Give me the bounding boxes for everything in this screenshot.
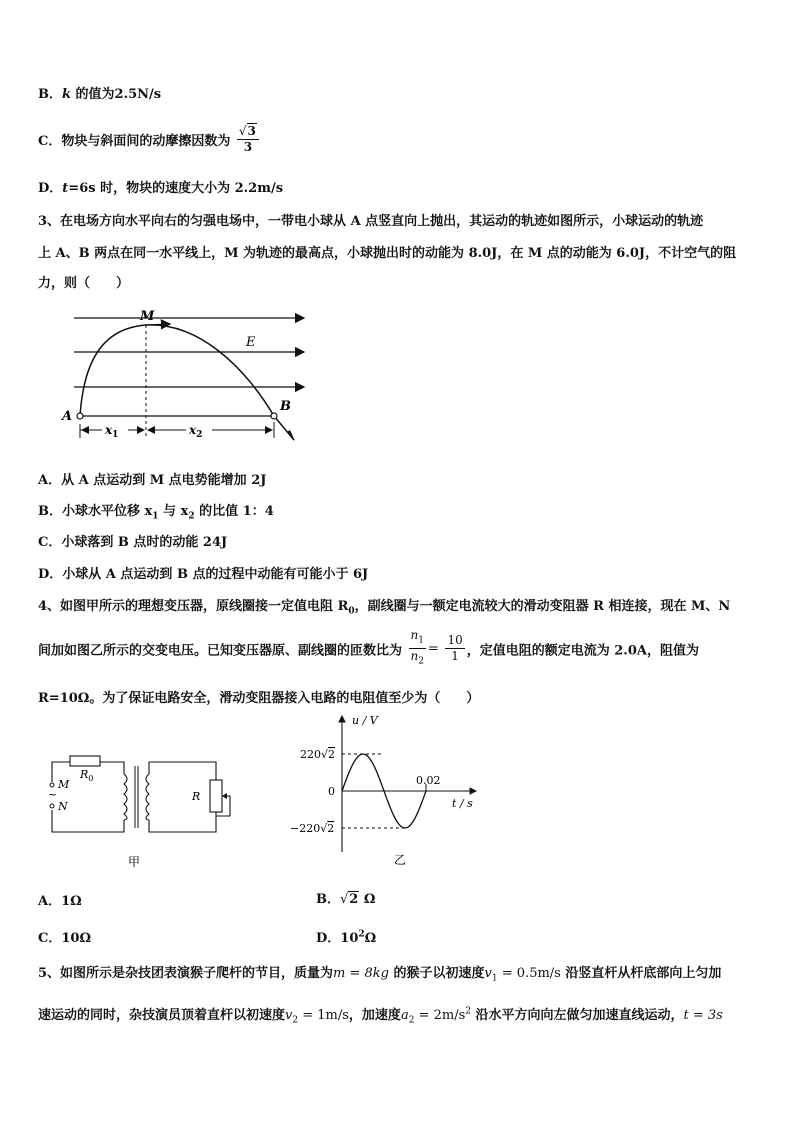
- secondary-coil: [146, 774, 149, 820]
- resistor-r0: [70, 756, 100, 766]
- label-period: 0.02: [416, 774, 441, 787]
- rheostat-r: [210, 780, 222, 812]
- q3-stem-line2: 上 A、B 两点在同一水平线上，M 为轨迹的最高点，小球抛出时的动能为 8.0J，在 M 点的动能为 6.0J，不计空气的阻: [38, 246, 737, 261]
- label-e: E: [246, 335, 256, 350]
- caption-jia: 甲: [128, 855, 141, 869]
- q3-option-b: B．小球水平位移 $x_1$ 与 $x_2$ 的比值 1：4: [38, 504, 274, 522]
- label-r: R: [192, 790, 201, 803]
- label-zero: 0: [328, 785, 335, 798]
- q3-stem-line1: 3、在电场方向水平向右的匀强电场中，一带电小球从 A 点竖直向上抛出，其运动的轨迹如图所示，小球运动的轨迹: [38, 214, 704, 229]
- label-u-axis: u / V: [352, 714, 378, 727]
- q4-option-a: A．1Ω: [38, 894, 82, 909]
- q3-option-a: A．从 A 点运动到 M 点电势能增加 2J: [38, 473, 267, 488]
- point-b: [271, 413, 277, 419]
- label-x1: $x_1$: [105, 423, 119, 440]
- q2-option-d: D．t=6s 时，物块的速度大小为 2.2m/s: [38, 181, 284, 196]
- q4-waveform-figure: [280, 712, 490, 874]
- label-b: B: [280, 399, 291, 414]
- point-a: [77, 413, 83, 419]
- q5-stem-line1: 5、如图所示是杂技团表演猴子爬杆的节目，质量为m = 8kg 的猴子以初速度$v_1 = 0.5m/s$ 沿竖直杆从杆底部向上匀加: [38, 966, 722, 984]
- label-a: A: [62, 409, 73, 424]
- q4-circuit-figure: [40, 740, 240, 870]
- q4-option-b: B．√2 Ω: [316, 892, 376, 907]
- caption-yi: 乙: [394, 853, 407, 867]
- q3-stem-line3: 力，则（ ）: [38, 276, 130, 291]
- primary-coil: [124, 774, 127, 820]
- label-t-axis: t / s: [452, 797, 473, 810]
- q2-fraction: $\frac{√3}{3}$: [237, 124, 259, 155]
- q4-turns-ratio: $\frac{n_1}{n_2}$: [410, 628, 425, 667]
- q3-trajectory-figure: [58, 306, 308, 448]
- label-m: M: [140, 309, 155, 324]
- q3-option-c: C．小球落到 B 点时的动能 24J: [38, 535, 228, 550]
- label-neg-peak: −220√2: [290, 822, 335, 835]
- q2-option-c: C．物块与斜面间的动摩擦因数为 $\frac{√3}{3}$: [38, 124, 261, 155]
- label-x2: $x_2$: [189, 423, 203, 440]
- q4-stem-line1: 4、如图甲所示的理想变压器，原线圈接一定值电阻 $R_0$，副线圈与一额定电流较大的滑动变阻器 R 相连接，现在 M、N: [38, 599, 731, 617]
- q2-option-b: B．k 的值为2.5N/s: [38, 87, 162, 102]
- label-n-terminal: N: [58, 800, 68, 813]
- q3-option-d: D．小球从 A 点运动到 B 点的过程中动能有可能小于 6J: [38, 567, 369, 582]
- label-pos-peak: 220√2: [300, 748, 336, 761]
- label-r0: $R_0$: [80, 768, 94, 783]
- q4-option-d: D．$10^2\Omega$: [316, 929, 377, 946]
- q5-stem-line2: 速运动的同时，杂技演员顶着直杆以初速度$v_2 = 1m/s$，加速度$a_2 = 2m/s^2$ 沿水平方向向左做匀加速直线运动，t = 3s: [38, 1006, 723, 1026]
- q4-option-c: C．10Ω: [38, 931, 92, 946]
- q4-stem-line3: R=10Ω。为了保证电路安全，滑动变阻器接入电路的电阻值至少为（ ）: [38, 691, 480, 706]
- svg-text:~: ~: [48, 788, 58, 801]
- q4-stem-line2: 间加如图乙所示的交变电压。已知变压器原、副线圈的匝数比为 $\frac{n_1}{n_2}$ = $\frac{10}{1}$ ，定值电阻的额定电流为 2.0A，阻值为: [38, 628, 699, 670]
- label-m-terminal: M: [58, 778, 70, 791]
